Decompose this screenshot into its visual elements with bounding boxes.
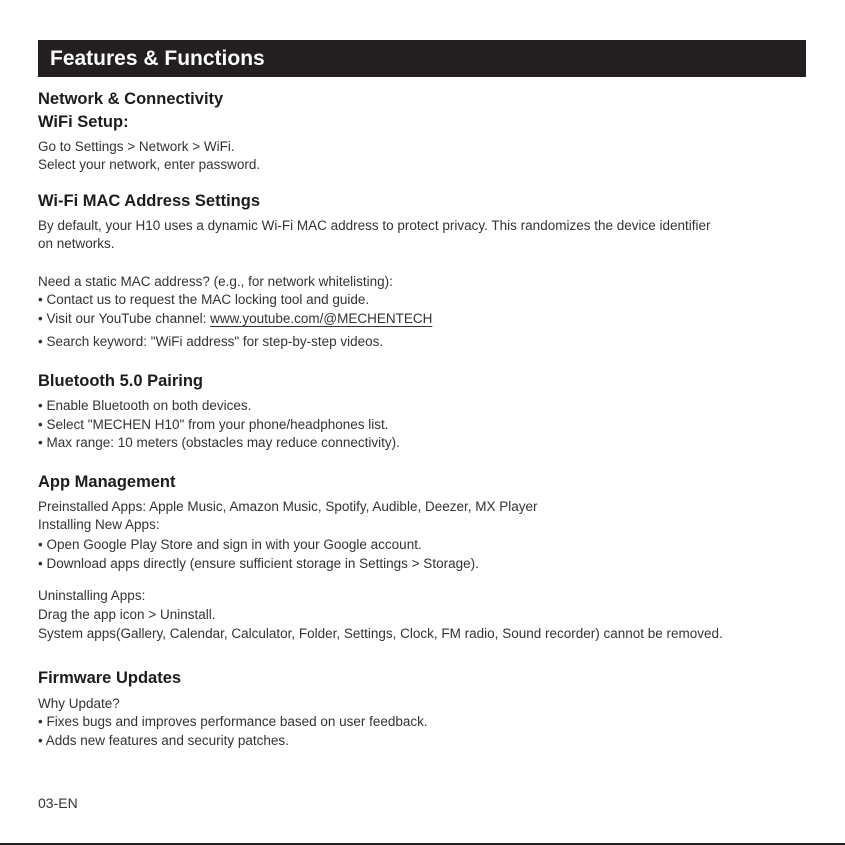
section-title: Features & Functions: [50, 47, 265, 70]
list-item: • Max range: 10 meters (obstacles may reduce connectivity).: [38, 435, 400, 450]
mac-paragraph-continued: on networks.: [38, 236, 115, 251]
wifi-setup-line: Select your network, enter password.: [38, 157, 261, 172]
list-item: • Fixes bugs and improves performance based on user feedback.: [38, 714, 428, 729]
wifi-setup-heading: WiFi Setup:: [38, 113, 129, 131]
youtube-bullet-prefix: • Visit our YouTube channel:: [38, 311, 211, 326]
installing-apps-label: Installing New Apps:: [38, 517, 160, 532]
section-header-bar: [38, 40, 806, 77]
preinstalled-apps: Preinstalled Apps: Apple Music, Amazon Music, Spotify, Audible, Deezer, MX Player: [38, 499, 538, 514]
app-management-heading: App Management: [38, 473, 176, 491]
list-item: • Enable Bluetooth on both devices.: [38, 398, 252, 413]
mac-paragraph: By default, your H10 uses a dynamic Wi-Fi MAC address to protect privacy. This randomizes the device identifier: [38, 218, 711, 233]
list-item: • Select "MECHEN H10" from your phone/headphones list.: [38, 417, 389, 432]
page-number: 03-EN: [38, 795, 78, 811]
bluetooth-heading: Bluetooth 5.0 Pairing: [38, 372, 204, 390]
list-item: • Download apps directly (ensure sufficient storage in Settings > Storage).: [38, 556, 479, 571]
list-item: • Contact us to request the MAC locking tool and guide.: [38, 292, 370, 307]
system-apps-note: System apps(Gallery, Calendar, Calculator, Folder, Settings, Clock, FM radio, Sound recorder) cannot be removed.: [38, 626, 723, 641]
list-item: • Adds new features and security patches.: [38, 733, 289, 748]
list-item: • Open Google Play Store and sign in with your Google account.: [38, 537, 422, 552]
why-update-label: Why Update?: [38, 696, 120, 711]
wifi-setup-line: Go to Settings > Network > WiFi.: [38, 139, 235, 154]
uninstall-instruction: Drag the app icon > Uninstall.: [38, 607, 216, 622]
mac-heading: Wi-Fi MAC Address Settings: [38, 192, 261, 210]
network-heading: Network & Connectivity: [38, 90, 224, 108]
firmware-heading: Firmware Updates: [38, 669, 182, 687]
mac-static-question: Need a static MAC address? (e.g., for network whitelisting):: [38, 274, 393, 289]
list-item: [38, 311, 432, 326]
list-item: • Search keyword: "WiFi address" for step-by-step videos.: [38, 334, 384, 349]
youtube-channel-link[interactable]: www.youtube.com/@MECHENTECH: [210, 311, 433, 326]
uninstalling-apps-label: Uninstalling Apps:: [38, 588, 146, 603]
